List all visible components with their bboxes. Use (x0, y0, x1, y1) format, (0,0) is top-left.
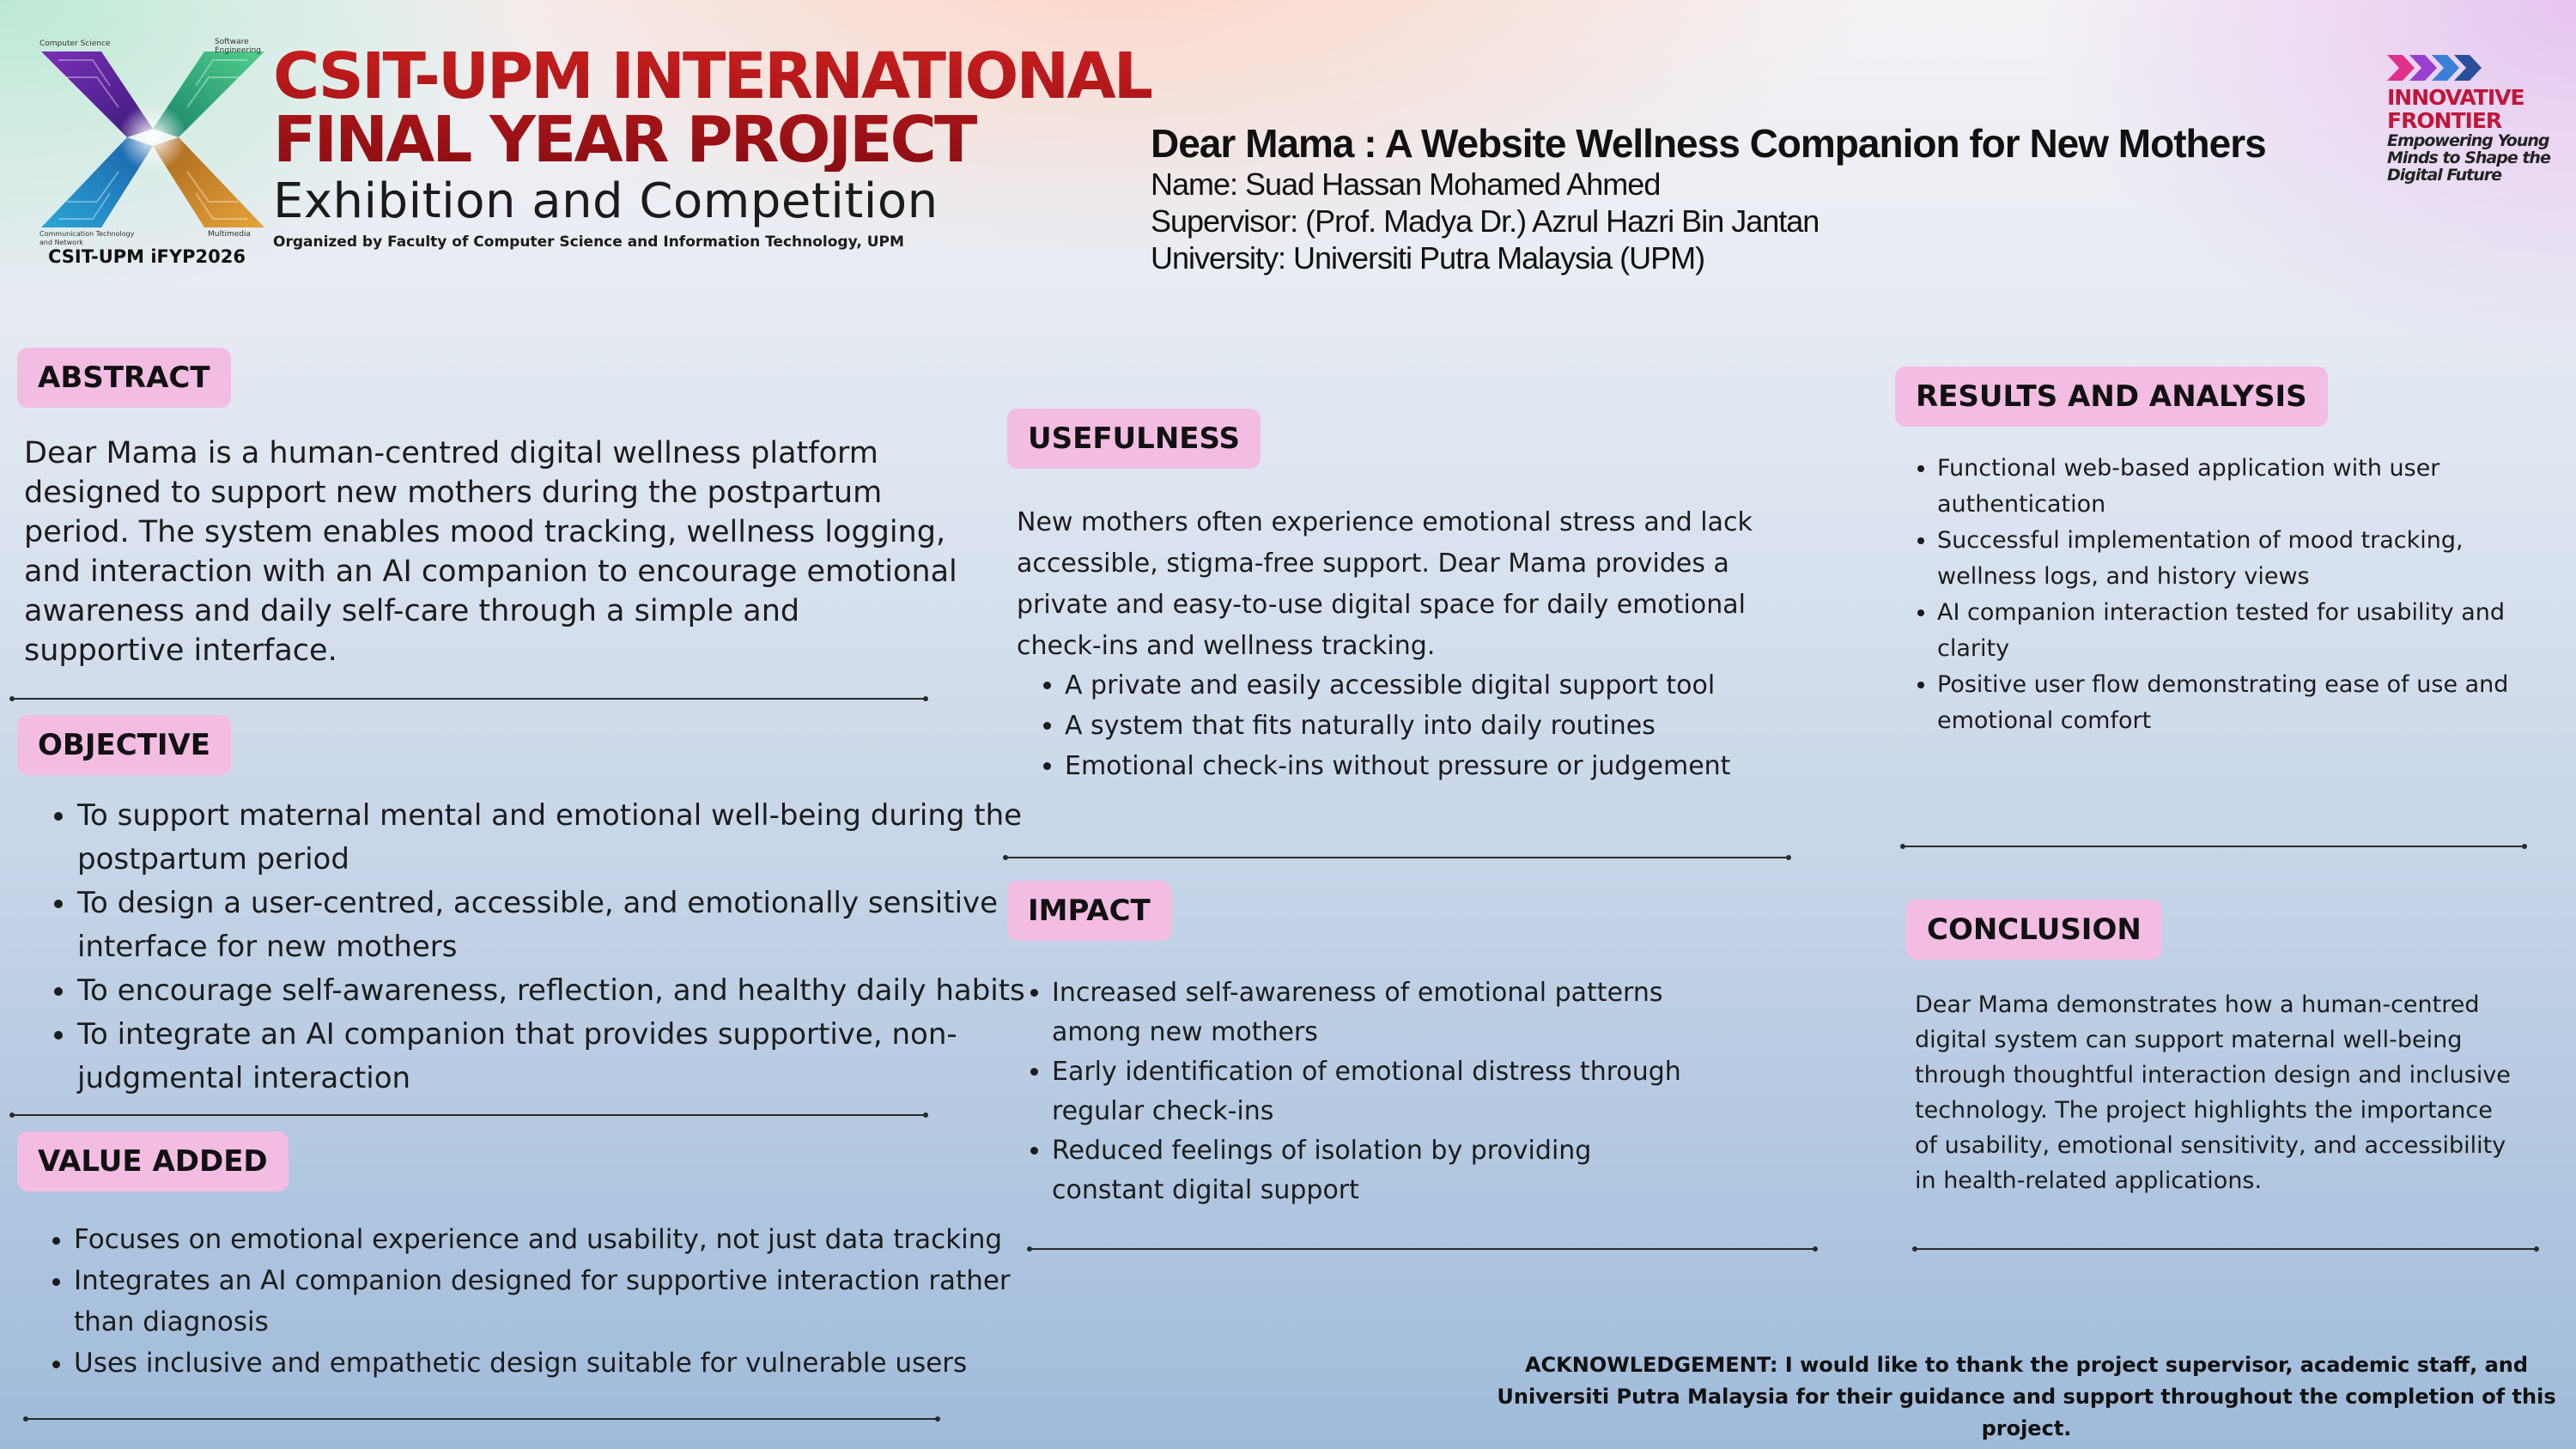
innovative-slogan1: Empowering Young (2387, 131, 2549, 150)
objective-list (27, 794, 1030, 1100)
list-item: • Early identification of emotional distress through regular check-ins (1052, 1052, 1704, 1131)
list-item: • Emotional check-ins without pressure or judgement (1065, 746, 1820, 786)
list-item: • Focuses on emotional experience and usability, not just data tracking (74, 1219, 1044, 1260)
list-item: • To integrate an AI companion that provides supportive, non-judgmental interaction (77, 1013, 1030, 1100)
impact-list (1006, 973, 1704, 1210)
abstract-text: Dear Mama is a human-centred digital wellness platform designed to support new mothers during the postpartum period. The system enables mood tracking, wellness logging, and interaction with an AI companion to encourage emotional awareness and daily self-care through a simple and supportive interface. (24, 436, 957, 668)
acknowledgement: ACKNOWLEDGEMENT: I would like to thank the project supervisor, academic staff, and Universiti Putra Malaysia for their guidance and support throughout the completion of this project. (1497, 1353, 2556, 1440)
results-heading: RESULTS AND ANALYSIS (1895, 367, 2328, 427)
usefulness-list (1017, 665, 1820, 786)
innovative-frontier-logo (2387, 53, 2559, 184)
chevrons-icon (2387, 53, 2490, 82)
conclusion-text: Dear Mama demonstrates how a human-centred digital system can support maternal well-being through thoughtful interaction design and inclusive technology. The project highlights the importance of usability, emotional sensitivity, and accessibility in health-related applications. (1915, 991, 2511, 1194)
conclusion-heading: CONCLUSION (1906, 900, 2162, 960)
usefulness-text: New mothers often experience emotional stress and lack accessible, stigma-free support. Dear Mama provides a private and easy-to-use digital space for daily emotional check-ins and wellness tracking. (1017, 507, 1753, 661)
innovative-slogan2: Minds to Shape the (2387, 149, 2550, 167)
divider (26, 1418, 938, 1420)
corner-label-cs: Computer Science (39, 39, 111, 48)
list-item: • Integrates an AI companion designed for supportive interaction rather than diagnosis (74, 1260, 1044, 1343)
event-title-line2: FINAL YEAR PROJECT (273, 103, 975, 177)
corner-label-mm: Multimedia (208, 230, 252, 239)
divider (12, 1114, 926, 1116)
project-title: Dear Mama : A Website Wellness Companion for New Mothers (1151, 121, 2266, 166)
student-name: Name: Suad Hassan Mohamed Ahmed (1151, 167, 1661, 202)
value-added-list (26, 1219, 1044, 1384)
innovative-slogan3: Digital Future (2387, 166, 2501, 185)
list-item: • A system that fits naturally into daily routines (1065, 706, 1820, 746)
innovative-line2: FRONTIER (2387, 108, 2502, 133)
supervisor-name: Supervisor: (Prof. Madya Dr.) Azrul Hazri Bin Jantan (1151, 203, 1820, 239)
list-item: • Increased self-awareness of emotional patterns among new mothers (1052, 973, 1704, 1052)
list-item: • To encourage self-awareness, reflection, and healthy daily habits (77, 969, 1030, 1013)
results-list (1898, 451, 2555, 739)
corner-label-se: Software Engineering (215, 38, 261, 55)
corner-label-ctn: Communication Technology and Network (39, 230, 135, 246)
divider (1005, 857, 1789, 858)
csit-x-logo (33, 34, 273, 266)
event-organizer: Organized by Faculty of Computer Science and Information Technology, UPM (273, 233, 904, 251)
divider (1915, 1248, 2537, 1250)
list-item: • Reduced feelings of isolation by providing constant digital support (1052, 1131, 1704, 1210)
usefulness-heading: USEFULNESS (1007, 409, 1261, 469)
objective-heading: OBJECTIVE (17, 715, 231, 775)
value-added-heading: VALUE ADDED (17, 1131, 289, 1191)
event-title-line1: CSIT-UPM INTERNATIONAL (273, 39, 1151, 113)
event-title (273, 39, 1151, 177)
event-subtitle: Exhibition and Competition (273, 173, 939, 229)
divider (12, 698, 926, 700)
list-item: • To design a user-centred, accessible, and emotionally sensitive interface for new mothers (77, 882, 1030, 969)
innovative-line1: INNOVATIVE (2387, 85, 2524, 110)
circuit-x-icon (33, 34, 273, 240)
divider (1903, 846, 2524, 847)
university-name: University: Universiti Putra Malaysia (UPM) (1151, 240, 1705, 276)
list-item: • Functional web-based application with user authentication (1937, 451, 2555, 523)
list-item: • Positive user flow demonstrating ease of use and emotional comfort (1937, 667, 2555, 739)
list-item: • Successful implementation of mood tracking, wellness logs, and history views (1937, 523, 2555, 595)
list-item: • Uses inclusive and empathetic design suitable for vulnerable users (74, 1343, 1044, 1384)
ifyp-tag: CSIT-UPM iFYP2026 (48, 246, 246, 267)
abstract-heading: ABSTRACT (17, 348, 231, 408)
list-item: • A private and easily accessible digital support tool (1065, 665, 1820, 706)
impact-heading: IMPACT (1007, 881, 1171, 941)
list-item: • To support maternal mental and emotional well-being during the postpartum period (77, 794, 1030, 882)
list-item: • AI companion interaction tested for usability and clarity (1937, 595, 2555, 667)
divider (1030, 1248, 1815, 1250)
